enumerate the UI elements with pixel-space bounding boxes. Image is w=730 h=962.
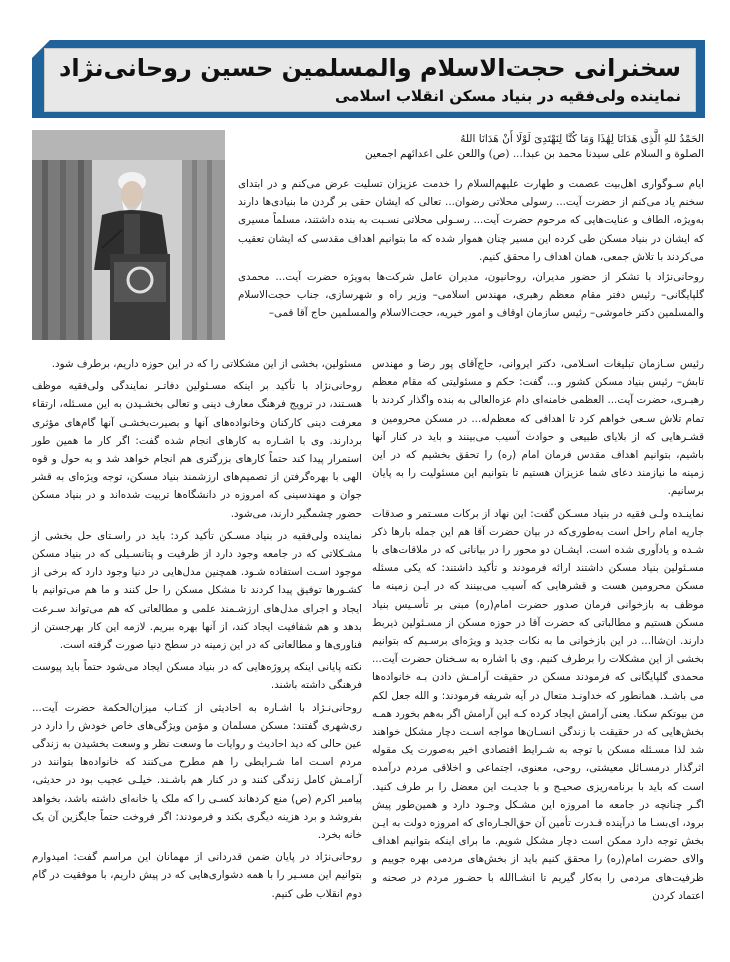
paragraph: رئیس سـازمان تبلیغات اسـلامی، دکتر ایروانی، حاج‌آقای پور رضا و مهندس تابش– رئیس بنیاد مسکن کشور و... گفت: حکم و مسئولیتی که مقام معظم رهبـری، حضرت آیت... العظمی خامنه‌ای دام عزه‌العالی به بنده واگذار کردند با تمام تلاش سـعی خواهم کرد تا اهدافی که معظم‌له... در مسکن محرومین و قشـرهایی که از بلایای طبیعی و حوادث آسیب می‌بینند و باید در کنار آنها باشیم، بتوانیم اهداف مقدس فرمان امام (ره) را تحقق بخشیم که در این زمینه ما نیازمند دعای شما عزیزان هستیم تا بتوانیم این مسئولیت را به پایان برسانیم. <box>372 358 704 498</box>
quote-line-2: الصلوة و السلام علی سیدنا محمد بن عبدا... (ص) واللعن علی اعدائهم اجمعین <box>364 148 704 160</box>
speaker-photo-image <box>32 130 225 340</box>
paragraph: نماینده ولی‌فقیه در بنیاد مسـکن تأکید کرد: باید در راسـتای حل بخشی از مشـکلاتی که در جامعه وجود دارد از ظرفیت و پتانسـیلی که در بنیاد مسکن موجود اسـت استفاده شـود. همچنین مدل‌هایی در دنیا وجود دارد که برخی از کشـورها توفیق پیدا کردند تا مشکل مسکن را حل کنند و ما هم می‌توانیم با ایجاد و اجرای مدل‌های ارزشـمند علمی و مطالعاتی که هم می‌تواند سـرعت بدهد و هم شفافیت ایجاد کند، از آنها بهره ببریم. لازمه این کار بهرجستن از فناوری‌ها و مطالعاتی که در این زمینه در سطح دنیا صورت گرفته است. <box>32 529 362 652</box>
speaker-photo <box>32 130 225 340</box>
article-title: سخنرانی حجت‌الاسلام والمسلمین حسین روحانی‌نژاد <box>59 54 681 82</box>
right-top-column <box>238 175 704 325</box>
paragraph: ایام سـوگواری اهل‌بیت عصمت و طهارت علیهم‌السلام را خدمت عزیزان تسلیت عرض می‌کنم و در ابتدای سخنم یاد می‌کنم از حضرت آیت... رسولی محلاتی رضوان... تعالی که ایشان حقی بر گردن ما بنیادی‌ها دارند به‌ویژه، الطاف و عنایت‌هایی که مرحوم حضرت آیت... رسـولی محلاتی نسـبت به بنده داشتند، مسلماً مسیری که ایشان در بنیاد مسکن طی کرده این مسیر چنان هموار شده که ما بتوانیم اهداف مقدسی که ایشان تعقیب می‌کردند با تلاش جمعی، همان اهداف را محقق کنیم. <box>238 178 704 263</box>
article-subtitle: نماینده ولی‌فقیه در بنیاد مسکن انقلاب اسلامی <box>335 87 681 105</box>
paragraph: روحانی‌نژاد در پایان ضمن قدردانی از مهمانان این مراسم گفت: امیدوارم بتوانیم این مسـیر را با همه دشواری‌هایی که در پیش داریم، با موفقیت در گام دوم انقلاب طی کنیم. <box>32 851 362 900</box>
header-box <box>44 48 696 112</box>
quote-line-1: الحَمْدُ للهِ الَّذِی هَدَانَا لِهَٰذَا وَمَا کُنَّا لِنَهْتَدِیَ لَوْلَا أَنْ هَدَانَا اللهُ <box>460 133 704 145</box>
paragraph: روحانی‌نـژاد با اشـاره به احادیثی از کتـاب میزان‌الحکمة حضرت آیت... ری‌شهری گفتند: مسکن مسلمان و مؤمن ویژگی‌های خاص خودش را دارد در عین حالی که دید احادیث و روایات ما وسعت نظر و وسعت بخشیدن به زندگی مردم اسـت اما شـرایطی را هم مطرح می‌کنند که خانواده‌ها بتوانند در آرامـش کامل زندگی کنند و در کنار هم باشـند. خیلـی عجیب بود در حدیثی، پیامبر اکرم (ص) منع کردهاند کسـی را که ملک یا خانه‌ای داشته باشد، بخواهد بفروشد و برد هزینه دیگری بکند و فرمودند: اگر فروخت حتماً جایگزین آن یک خانه بخرد. <box>32 701 362 842</box>
paragraph: نماینـده ولـی فقیه در بنیاد مسـکن گفت: این نهاد از برکات مسـتمر و صدقات جاریه امام راحل است به‌طوری‌که در بیان حضرت آقا هم این جمله بارها ذکر شـده و یادآوری شده است. ایشـان دو محور را در بیاناتی که در ملاقات‌های با مسـئولین بنیاد مسکن داشتند ارائه فرمودند و تأکید داشتند: که یکی مسئله مسکن محرومین هست و قشرهایی که آسیب می‌بینند که در ایـن زمینه ما موظف به بازخوانی فرمان صدور حضرت امام(ره) مبنی بر تأسـیس بنیاد مسکن هستیم و مطالباتی که حضرت آقا در حوزه مسکن از مسـئولین ذیربط دارند. ان‌شاا... در این بازخوانی ما به نکات جدید و ویژه‌ای برسـیم که بتوانیم بخشی از این مشکلات را برطرف کنیم. وی با اشاره به سـخنان حضرت آیت... محمدی گلپایگانی که فرمودند مسکن در حقیقت آرامـش دادن بـه خانواده‌ها می باشـد. همانطور که خداونـد متعال در آیه شریفه فرمودند: و الله جعل لکم من بیوتکم سکنا. یعنی آرامش ایجاد کرده کـه این آرامش اگر به‌هم بخورد همـه بخش‌هایی که در حقیقت با زندگی انسـان‌ها مواجه اسـت دچار مشکل خواهند شد لذا مسـئله مسکن با توجه به شـرایط اقتصادی اخیر به‌صورت یک مقوله اثرگذار درمسـائل معیشتی، روحی، معنوی، اجتماعی و اخلاقی مردم درآمده است که باید با برنامه‌ریزی صحیـح و با جدیـت این معضل را بر طرف کنید. اگـر چنانچه در جامعه ما امروزه این مشـکل وجـود دارد و همین‌طور پیش برود، ای‌بسـا ما درآینده قـدرت تأمین آن حق‌الجـاره‌ای که امروزه دولت به ایـن بخش توجه دارد ممکن است دچار مشکل شویم. ما برای اینکه بتوانیم اهداف والای حضرت امام(ره) را محقق کنیم باید از بخش‌های مردمی بهره جوییم و ظرفیت‌های مردمی را به‌کار گیریم تا انشـاالله با حضـور مردم در صحنه و اعتماد کردن <box>372 507 704 902</box>
opening-quote <box>238 132 704 162</box>
paragraph: مسئولین، بخشی از این مشکلاتی را که در این حوزه داریم، برطرف شود. <box>51 358 362 370</box>
paragraph: نکته پایانی اینکه پروژه‌هایی که در بنیاد مسکن ایجاد می‌شود حتماً باید پیوست فرهنگی داشته باشند. <box>32 661 362 692</box>
paragraph: روحانی‌نژاد با تشکر از حضور مدیران، روحانیون، مدیران عامل شرکت‌ها به‌ویژه حضرت آیت... محمدی گلپایگانی– رئیس دفتر مقام معظم رهبری، مهندس اسلامی– وزیر راه و شهرسازی، جناب حجت‌الاسلام والمسلمین دکتر خاموشی– رئیس سازمان اوقاف و امور خیریه، حجت‌الاسلام والمسلمین حاج آقا قمی– <box>238 271 704 320</box>
paragraph: روحانی‌نژاد با تأکید بر اینکه مسـئولین دفاتـر نمایندگی ولی‌فقیه موظف هسـتند، در ترویج فرهنگ معارف دینی و تعالی بخشـیدن به این مسـئله، ارتقاء معرفت دینی کارکنان وخانواده‌های آنها و بصیرت‌بخشـی آنها گام‌های مؤثری بردارند. وی با اشـاره به کارهای انجام شده گفت: اگر کار ما همین طور استمرار پیدا کند حتماً کارهای بزرگتری هم انجام خواهد شد و به حول و قوه الهی با بهره‌گرفتن از تصمیم‌های ارزشمند بنیاد مسکن، توجه ویژه‌ای به قشر جوان و مهندسینی که امروزه در دانشگاه‌ها تربیت شده‌اند و در بنیاد مسکن حضور چشمگیر دارند، می‌شود. <box>32 380 362 520</box>
right-bottom-column <box>372 355 704 909</box>
article-header <box>32 40 705 118</box>
left-column <box>32 355 362 907</box>
